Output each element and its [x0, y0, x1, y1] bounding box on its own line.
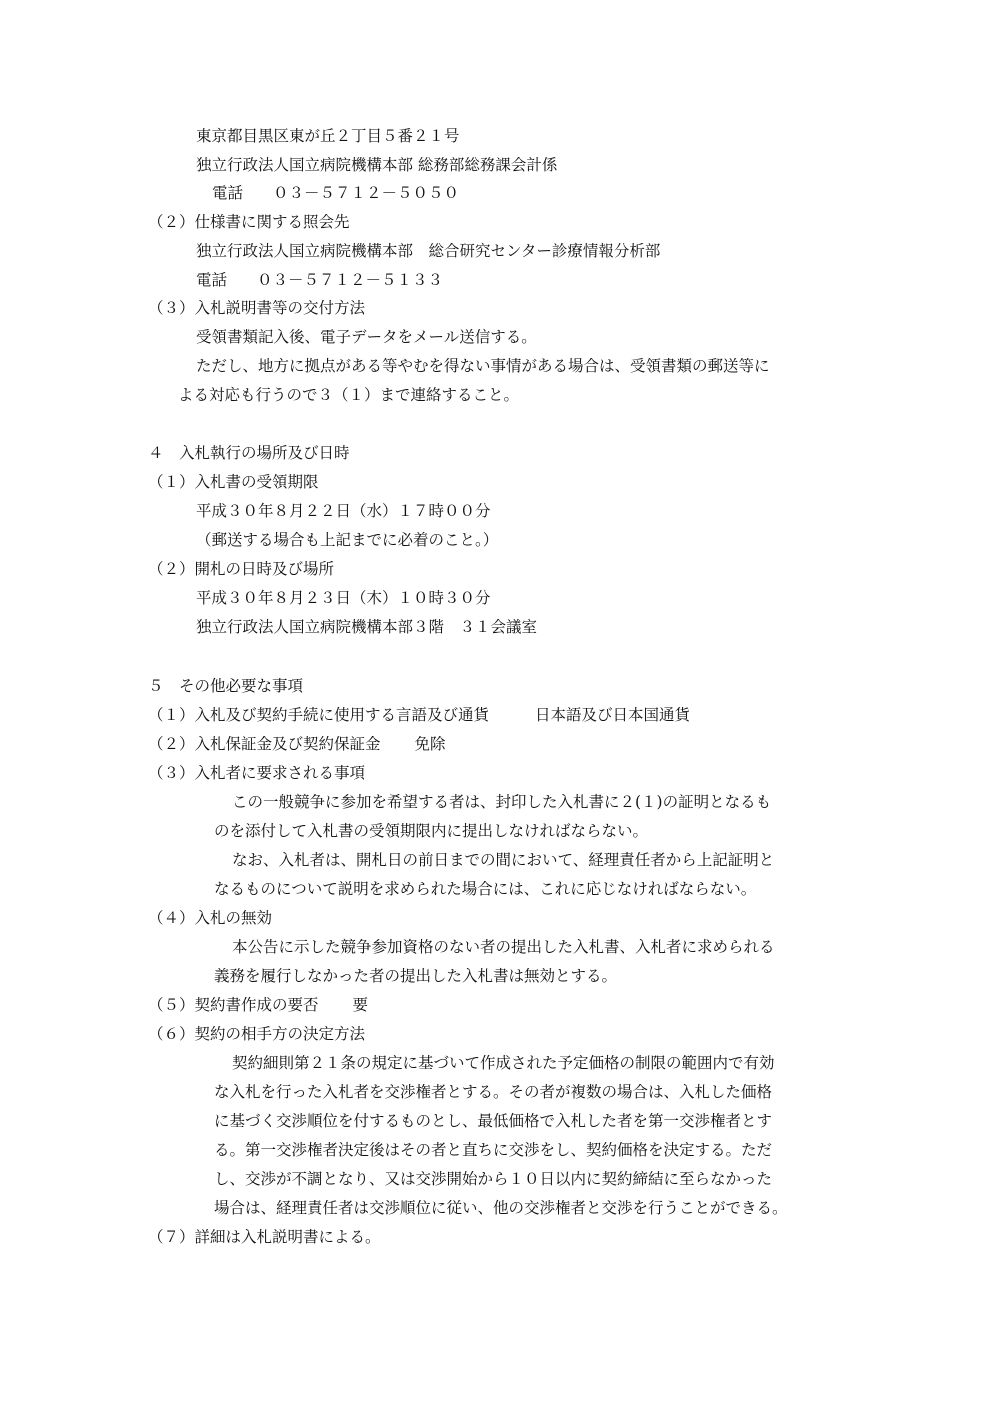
spec-inquiry-phone-label: 電話: [196, 271, 228, 289]
section-5-item-1: [148, 705, 690, 725]
contact-org: 独立行政法人国立病院機構本部 総務部総務課会計係: [196, 156, 558, 174]
section-4-item-1-date: 平成３０年８月２２日（水）１７時００分: [196, 502, 491, 520]
section-5-item-4-line-2: 義務を履行しなかった者の提出した入札書は無効とする。: [214, 967, 618, 985]
section-5-item-2-value: 免除: [414, 735, 446, 753]
spec-inquiry-phone-number: ０３－５７１２－５１３３: [257, 271, 444, 289]
delivery-line-2: ただし、地方に拠点がある等やむを得ない事情がある場合は、受領書類の郵送等に: [196, 357, 770, 375]
section-5-item-3-p1-line-2: のを添付して入札書の受領期限内に提出しなければならない。: [214, 822, 649, 840]
section-5-item-1-value: 日本語及び日本国通貨: [535, 706, 691, 724]
section-5-heading: ５ その他必要な事項: [148, 677, 304, 695]
section-5-item-4-line-1: 本公告に示した競争参加資格のない者の提出した入札書、入札者に求められる: [232, 938, 775, 956]
section-5-item-5-value: 要: [352, 996, 369, 1014]
section-5-item-6-line-6: 場合は、経理責任者は交渉順位に従い、他の交渉権者と交渉を行うことができる。: [214, 1199, 788, 1217]
spec-inquiry-heading: （２）仕様書に関する照会先: [148, 213, 350, 231]
section-4-item-1-note: （郵送する場合も上記までに必着のこと。）: [196, 531, 499, 549]
section-5-item-2: [148, 734, 446, 754]
section-5-item-5-label: （５）契約書作成の要否: [148, 996, 319, 1014]
section-5-item-6-line-5: し、交渉が不調となり、又は交渉開始から１０日以内に契約締結に至らなかった: [214, 1170, 773, 1188]
section-4-heading: ４ 入札執行の場所及び日時: [148, 444, 350, 462]
section-5-item-7: （７）詳細は入札説明書による。: [148, 1228, 381, 1246]
section-5-item-1-label: （１）入札及び契約手続に使用する言語及び通貨: [148, 706, 490, 724]
spec-inquiry-phone: [196, 270, 443, 290]
delivery-heading: （３）入札説明書等の交付方法: [148, 299, 366, 317]
section-5-item-6-line-2: な入札を行った入札者を交渉権者とする。その者が複数の場合は、入札した価格: [214, 1083, 773, 1101]
section-4-item-1-heading: （１）入札書の受領期限: [148, 473, 319, 491]
section-5-item-6-line-1: 契約細則第２１条の規定に基づいて作成された予定価格の制限の範囲内で有効: [232, 1054, 775, 1072]
section-5-item-3-heading: （３）入札者に要求される事項: [148, 764, 366, 782]
section-5-item-3-p1-line-1: この一般競争に参加を希望する者は、封印した入札書に２(１)の証明となるも: [232, 793, 772, 811]
section-5-item-5: [148, 995, 368, 1015]
section-5-item-6-line-3: に基づく交渉順位を付するものとし、最低価格で入札した者を第一交渉権者とす: [214, 1112, 773, 1130]
section-4-item-2-date: 平成３０年８月２３日（木）１０時３０分: [196, 589, 491, 607]
delivery-line-1: 受領書類記入後、電子データをメール送信する。: [196, 328, 537, 346]
section-5-item-3-p2-line-1: なお、入札者は、開札日の前日までの間において、経理責任者から上記証明と: [232, 851, 775, 869]
section-4-item-2-heading: （２）開札の日時及び場所: [148, 560, 335, 578]
contact-phone: [212, 183, 459, 203]
contact-phone-number: ０３－５７１２－５０５０: [273, 184, 460, 202]
contact-address: 東京都目黒区東が丘２丁目５番２１号: [196, 127, 460, 145]
section-5-item-4-heading: （４）入札の無効: [148, 909, 273, 927]
contact-phone-label: 電話: [212, 184, 244, 202]
section-5-item-2-label: （２）入札保証金及び契約保証金: [148, 735, 381, 753]
section-5-item-6-line-4: る。第一交渉権者決定後はその者と直ちに交渉をし、契約価格を決定する。ただ: [214, 1141, 773, 1159]
delivery-line-3: よる対応も行うので３（１）まで連絡すること。: [178, 386, 520, 404]
spec-inquiry-org: 独立行政法人国立病院機構本部 総合研究センター診療情報分析部: [196, 242, 661, 260]
section-5-item-3-p2-line-2: なるものについて説明を求められた場合には、これに応じなければならない。: [214, 880, 757, 898]
section-5-item-6-heading: （６）契約の相手方の決定方法: [148, 1025, 366, 1043]
section-4-item-2-place: 独立行政法人国立病院機構本部３階 ３１会議室: [196, 618, 538, 636]
